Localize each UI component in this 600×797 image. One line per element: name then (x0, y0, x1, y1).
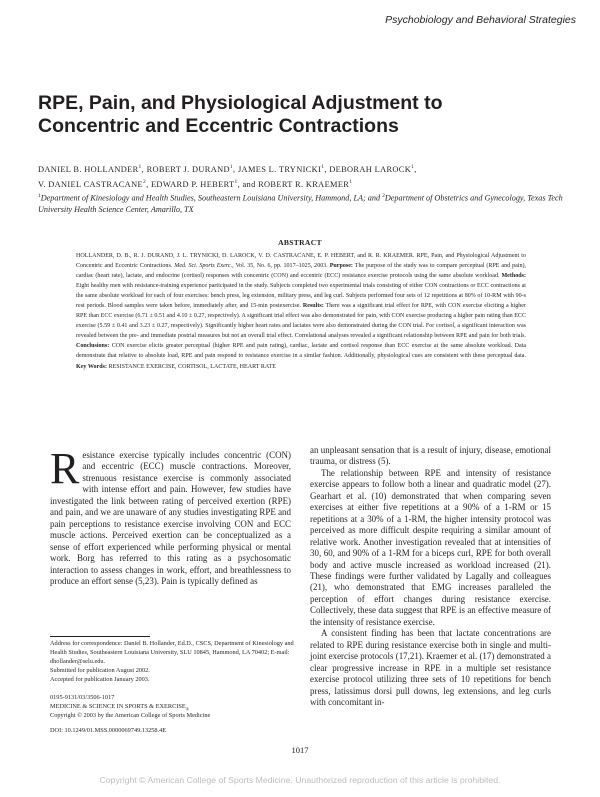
author-affiliation-marker: 1 (229, 164, 234, 170)
author-affiliation-marker: 1 (138, 164, 142, 170)
abstract-heading: ABSTRACT (278, 238, 322, 247)
results-label: Results: (302, 303, 324, 310)
copyright-line: Copyright © 2003 by the American College of Sports Medicine (50, 712, 211, 719)
conclusions-label: Conclusions: (76, 343, 110, 350)
journal-name: MEDICINE & SCIENCE IN SPORTS & $EXERCISE_®$ (50, 703, 190, 712)
author-name: EDWARD P. HEBERT (150, 179, 235, 189)
author-affiliation-marker: 1 (234, 178, 238, 185)
body-column-left (50, 444, 291, 587)
author-name: DANIEL B. HOLLANDER (38, 164, 139, 174)
accepted-date: Accepted for publication January 2003. (50, 676, 150, 683)
doi: DOI: 10.1249/01.MSS.0000069749.13258.4E (50, 727, 167, 734)
submitted-date: Submitted for publication August 2002. (50, 667, 150, 674)
citation: HOLLANDER, D. B., R. J. DURAND, J. L. TRYNICKI, D. LAROCK, V. D. CASTRACANE, E. P. HEBERT, and R. R. KRAEMER. RPE, Pain, and Physiological Adjustment to Concentric and Eccentric Contractions. (76, 253, 526, 270)
journal-abbrev: Med. Sci. Sports Exerc., (174, 263, 234, 270)
copyright-watermark: Copyright © American College of Sports Medicine. Unauthorized reproduction of this article is prohibited. (99, 775, 501, 785)
body-column-right (310, 445, 551, 708)
paragraph: A consistent finding has been that lactate concentrations are related to RPE during resistance exercise both in single and multi-joint exercise protocols (17,21). Kraemer et al. (17) demonstrated a clear progressive increase in RPE in a multiple set resistance exercise protocol utilizing three sets of 10 repetitions for bench press, latissimus dorsi pull downs, leg extensions, and leg curls with concomitant in- (310, 628, 551, 707)
footnote-divider (50, 636, 150, 637)
drop-cap: R (50, 444, 80, 493)
author-name: JAMES L. TRYNICKI (237, 164, 322, 174)
author-name: ROBERT R. KRAEMER (258, 179, 350, 189)
article-title-line-1: RPE, Pain, and Physiological Adjustment to (38, 92, 443, 114)
author-name: ROBERT J. DURAND (146, 164, 230, 174)
journal-section-label: Psychobiology and Behavioral Strategies (385, 14, 576, 26)
paragraph: Resistance exercise typically includes concentric (CON) and eccentric (ECC) muscle contractions. Moreover, strenuous resistance exercise is commonly associated with intense effort and pain. However, few studies have investigated the link between rating of perceived exertion (RPE) and pain, and we are unaware of any studies investigating RPE and pain perceptions to resistance exercise involving CON and ECC muscle actions. Perceived exertion can be conceptualized as a sense of effort experienced while performing physical or mental work. Borg has referred to this rating as a psychosomatic interaction to assess changes in work, effort, and breathlessness to produce an effort sense (5,23). Pain is typically defined as (50, 444, 291, 586)
abstract-body: HOLLANDER, D. B., R. J. DURAND, J. L. TRYNICKI, D. LAROCK, V. D. CASTRACANE, E. P. HEBERT, and R. R. KRAEMER. RPE, Pain, and Physiological Adjustment to Concentric and Eccentric Contractions. Med. Sci. Sports Exerc., Vol. 35, No. 6, pp. 1017–1025, 2003. Purpose: The purpose of the study was to compare perceptual (RPE and pain), cardiac (heart rate), lactate, and endocrine (cortisol) responses with concentric (CON) and eccentric (ECC) resistance exercise protocols using the same absolute workload. Methods: Eight healthy men with resistance-training experience participated in the study. Subjects completed two experimental trials consisting of either CON contractions or ECC contractions at the same absolute workload for each of four exercises: bench press, leg extension, military press, and leg curl. Subjects performed four sets of 12 repetitions at 80% of 10-RM with 90-s rest periods. Blood samples were taken before, immediately after, and 15-min postexercise. Results: There was a significant trial effect for RPE, with CON exercise eliciting a higher RPE than ECC exercise (6.71 ± 0.51 and 4.10 ± 0.27, respectively). A significant trial effect was also demonstrated for pain, with CON exercise producing a higher pain rating than ECC exercise (5.59 ± 0.41 and 3.23 ± 0.27, respectively). Significantly higher heart rates and lactates were also demonstrated during the CON trial. For cortisol, a significant interaction was revealed between the pre- and immediate postrial measures but not an overall trial effect. Correlational analyses revealed a significant relationship between RPE and pain for both trials. Conclusions: CON exercise elicits greater perceptual (higher RPE and pain rating), cardiac, lactate and cortisol response than ECC exercise at the same absolute workload. Data demonstrate that relative to absolute load, RPE and pain respond to resistance exercise in a similar fashion. Additionally, physiological cues are consistent with these perceptual data. Key Words: RESISTANCE EXERCISE, CORTISOL, LACTATE, HEART RATE (76, 253, 527, 370)
keywords-text: RESISTANCE EXERCISE, CORTISOL, LACTATE, HEART RATE (108, 363, 276, 370)
author-affiliations: $^1$Department of Kinesiology and Health Studies, Southeastern Louisiana University, Hammond, LA; and $^2$Department of Obstetrics and Gynecology, Texas Tech University Health Science Center, Amarillo, TX (38, 193, 563, 214)
author-affiliation-marker: 2 (142, 178, 147, 185)
methods-label: Methods: (501, 273, 526, 280)
methods-text: Eight healthy men with resistance-training experience participated in the study. Subjects completed two experimental trials consisting of either CON contractions or ECC contractions at the same absolute workload for each of four exercises: bench press, leg extension, military press, and leg curl. Subjects performed four sets of 12 repetitions at 80% of 10-RM with 90-s rest periods. Blood samples were taken before, immediately after, and 15-min postexercise. (76, 283, 526, 310)
author-name: V. DANIEL CASTRACANE (38, 179, 143, 189)
results-text: There was a significant trial effect for RPE, with CON exercise eliciting a higher RPE than ECC exercise (6.71 ± 0.51 and 4.10 ± 0.27, respectively). A significant trial effect was also demonstrated for pain, with CON exercise producing a higher pain rating than ECC exercise (5.59 ± 0.41 and 3.23 ± 0.27, respectively). Significantly higher heart rates and lactates were also demonstrated during the CON trial. For cortisol, a significant interaction was revealed between the pre- and immediate postrial measures but not an overall trial effect. Correlational analyses revealed a significant relationship between RPE and pain for both trials. (76, 303, 527, 340)
article-title-line-2: Concentric and Eccentric Contractions (38, 115, 399, 137)
keywords-label: Key Words: (76, 363, 107, 370)
purpose-text: The purpose of the study was to compare perceptual (RPE and pain), cardiac (heart rate), lactate, and endocrine (cortisol) responses with concentric (CON) and eccentric (ECC) resistance exercise protocols using the same absolute workload. (76, 263, 527, 280)
correspondence-address: Address for correspondence: Daniel B. Hollander, Ed.D., CSCS, Department of Kinesiology and Health Studies, Southeastern Louisiana University, SLU 10845, Hammond, LA 70402; E-mail: dhollander@selu.edu. (50, 640, 294, 665)
purpose-label: Purpose: (329, 263, 353, 270)
paragraph: an unpleasant sensation that is a result of injury, disease, emotional trauma, or distress (5). (310, 445, 551, 467)
author-affiliation-marker: 1 (411, 164, 415, 170)
article-title (38, 92, 578, 138)
author-list: DANIEL B. HOLLANDER$^1$, ROBERT J. DURAND$^1$, JAMES L. TRYNICKI$^1$, DEBORAH LAROCK$^1$, V. DANIEL CASTRACANE$^2$, EDWARD P. HEBERT$^1$, and ROBERT R. KRAEMER$^1$ (38, 164, 417, 189)
author-name: DEBORAH LAROCK (329, 164, 412, 174)
author-affiliation-marker: 1 (349, 178, 353, 185)
author-affiliation-marker: 1 (321, 164, 325, 170)
conclusions-text: CON exercise elicits greater perceptual (higher RPE and pain rating), cardiac, lactate and cortisol response than ECC exercise at the same absolute workload. Data demonstrate that relative to absolute load, RPE and pain respond to resistance exercise in a similar fashion. Additionally, physiological cues are consistent with these perceptual data. (76, 343, 527, 360)
page-number: 1017 (291, 745, 309, 755)
paragraph: The relationship between RPE and intensity of resistance exercise appears to follow both a linear and quadratic model (27). Gearhart et al. (10) demonstrated that when comparing seven exercises at either five repetitions at a 90% of a 1-RM or 15 repetitions at a 30% of a 1-RM, the higher intensity protocol was perceived as more difficult despite requiring a similar amount of relative work. Another investigation revealed that at intensities of 30, 60, and 90% of a 1-RM for a biceps curl, RPE for both overall body and active muscle increased as workload increased (21). These findings were further validated by Lagally and colleagues (21), who demonstrated that EMG increases paralleled the perception of effort changes during resistance exercise. Collectively, these data suggest that RPE is an effective measure of the intensity of resistance exercise. (310, 467, 551, 627)
issn: 0195-9131/03/3506-1017 (50, 694, 115, 701)
